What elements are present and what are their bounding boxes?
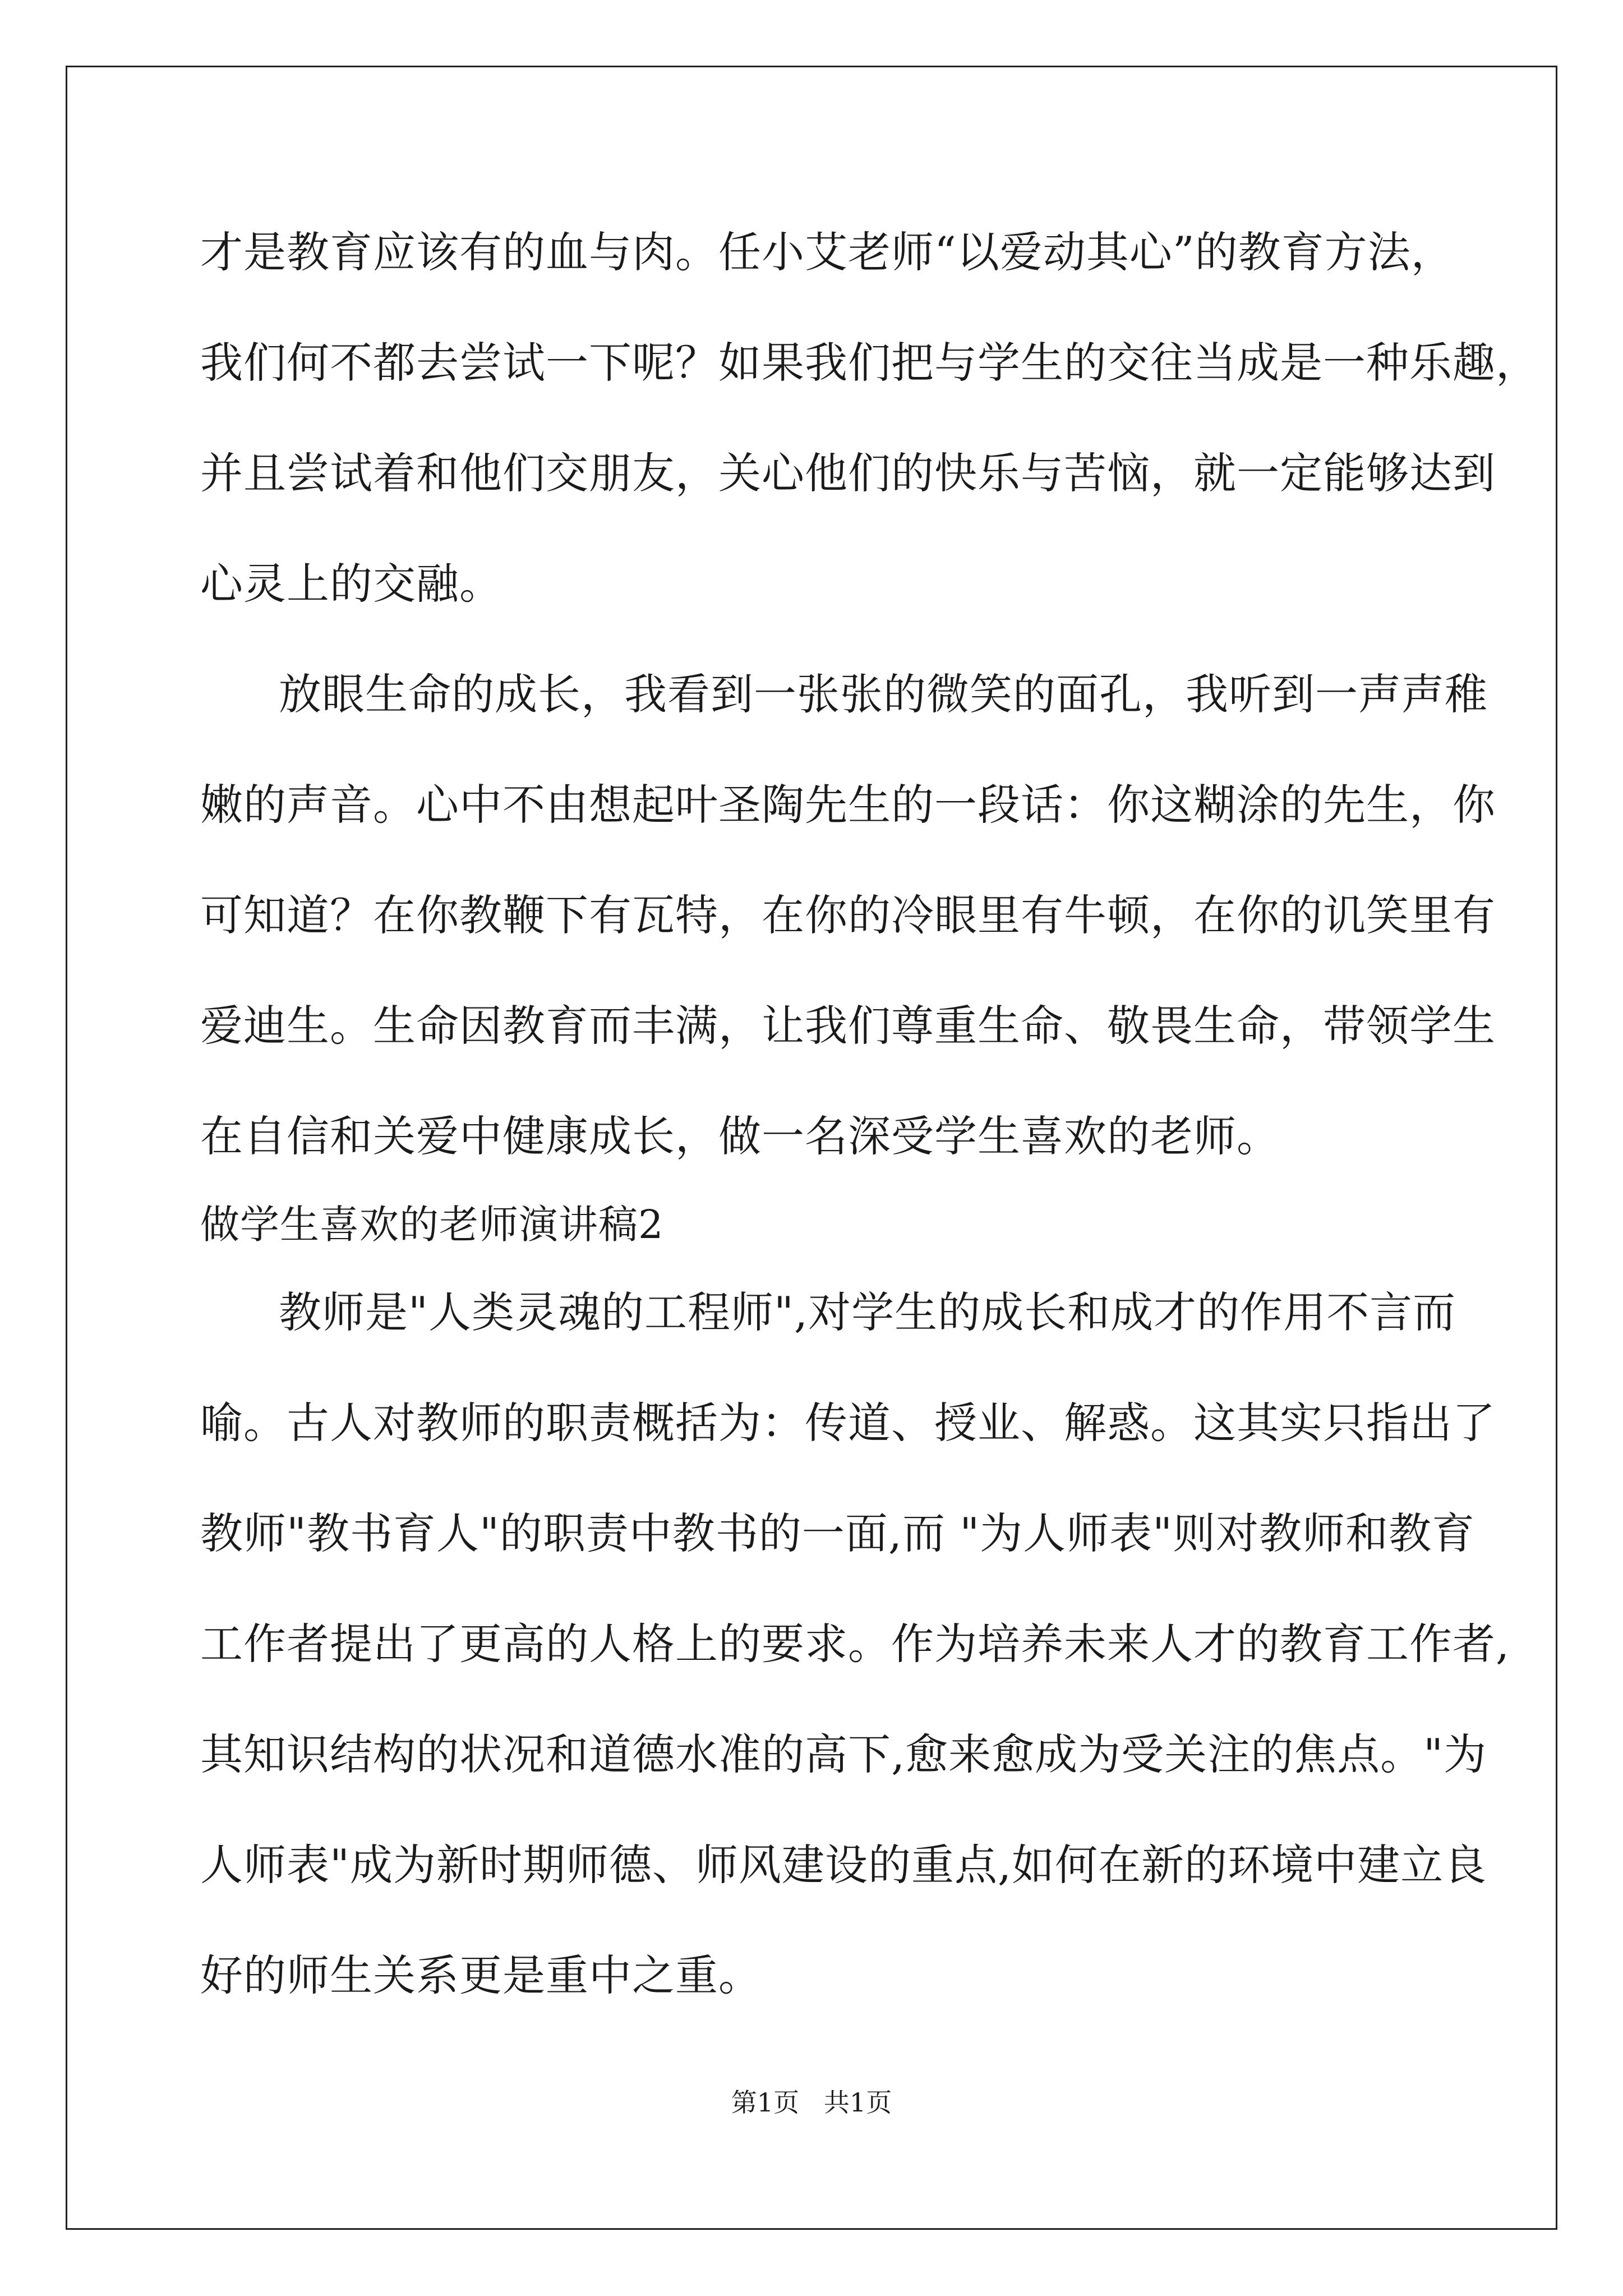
page-number-footer: 第1页 共1页 bbox=[731, 2087, 892, 2118]
paragraph-3-line-5: 其知识结构的状况和道德水准的高下,愈来愈成为受关注的焦点。"为 bbox=[200, 1729, 1487, 1779]
paragraph-3-line-1: 教师是"人类灵魂的工程师",对学生的成长和成才的作用不言而 bbox=[279, 1287, 1456, 1337]
paragraph-1-line-3: 并且尝试着和他们交朋友，关心他们的快乐与苦恼，就一定能够达到 bbox=[200, 448, 1496, 498]
paragraph-3-line-2: 喻。古人对教师的职责概括为：传道、授业、解惑。这其实只指出了 bbox=[200, 1398, 1496, 1448]
paragraph-1-line-2: 我们何不都去尝试一下呢？如果我们把与学生的交往当成是一种乐趣， bbox=[200, 338, 1539, 388]
paragraph-3-line-4: 工作者提出了更高的人格上的要求。作为培养未来人才的教育工作者, bbox=[200, 1619, 1510, 1669]
section-heading: 做学生喜欢的老师演讲稿2 bbox=[200, 1202, 664, 1248]
paragraph-3-line-7: 好的师生关系更是重中之重。 bbox=[200, 1950, 762, 2000]
paragraph-1-line-1: 才是教育应该有的血与肉。任小艾老师“以爱动其心”的教育方法， bbox=[200, 227, 1454, 277]
paragraph-2-line-4: 爱迪生。生命因教育而丰满，让我们尊重生命、敬畏生命，带领学生 bbox=[200, 1001, 1496, 1051]
paragraph-2-line-2: 嫩的声音。心中不由想起叶圣陶先生的一段话：你这糊涂的先生，你 bbox=[200, 780, 1496, 830]
paragraph-1-line-4: 心灵上的交融。 bbox=[200, 559, 502, 609]
paragraph-2-line-3: 可知道？在你教鞭下有瓦特，在你的冷眼里有牛顿，在你的讥笑里有 bbox=[200, 890, 1496, 940]
paragraph-3-line-6: 人师表"成为新时期师德、师风建设的重点,如何在新的环境中建立良 bbox=[200, 1840, 1487, 1890]
paragraph-2-line-1: 放眼生命的成长，我看到一张张的微笑的面孔，我听到一声声稚 bbox=[279, 669, 1488, 719]
paragraph-2-line-5: 在自信和关爱中健康成长，做一名深受学生喜欢的老师。 bbox=[200, 1111, 1280, 1161]
paragraph-3-line-3: 教师"教书育人"的职责中教书的一面,而 "为人师表"则对教师和教育 bbox=[200, 1508, 1476, 1558]
